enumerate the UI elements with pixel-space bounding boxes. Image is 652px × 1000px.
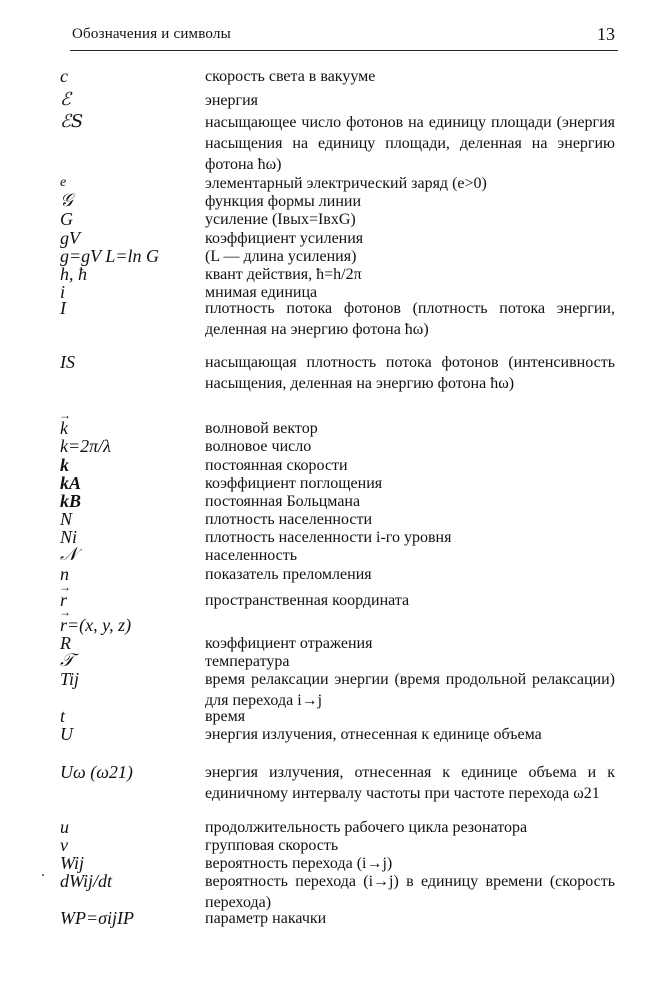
description: функция формы линии bbox=[205, 193, 362, 210]
symbol: I bbox=[60, 298, 66, 318]
symbol: ℰS bbox=[60, 111, 84, 132]
symbol: Wij bbox=[60, 853, 85, 873]
symbol: 𝒢 bbox=[60, 190, 73, 211]
symbol: n bbox=[60, 564, 69, 584]
print-speck bbox=[42, 874, 44, 876]
symbol bbox=[60, 615, 131, 635]
description: групповая скорость bbox=[205, 837, 339, 854]
description: элементарный электрический заряд (e>0) bbox=[205, 175, 487, 192]
running-title: Обозначения и символы bbox=[72, 26, 231, 42]
symbol: dWij/dt bbox=[60, 871, 113, 891]
symbol bbox=[60, 418, 68, 438]
symbol: 𝒩 bbox=[60, 544, 78, 565]
symbol: R bbox=[60, 633, 71, 653]
description: температура bbox=[205, 653, 290, 670]
description: энергия излучения, отнесенная к единице объема bbox=[205, 726, 542, 743]
description: плотность населенности i-го уровня bbox=[205, 529, 452, 546]
description: насыщающая плотность потока фотонов (интенсивность насыщения, деленная на энергию фотона ħω) bbox=[205, 354, 615, 392]
description: коэффициент отражения bbox=[205, 635, 373, 652]
symbol: v bbox=[60, 835, 68, 855]
description: время bbox=[205, 708, 246, 725]
description: параметр накачки bbox=[205, 910, 327, 927]
symbol: k bbox=[60, 455, 69, 475]
description: коэффициент поглощения bbox=[205, 475, 383, 492]
header-rule bbox=[70, 50, 618, 51]
description: показатель преломления bbox=[205, 566, 372, 583]
symbol: k=2π/λ bbox=[60, 436, 111, 456]
symbol: c bbox=[60, 66, 68, 86]
description: энергия излучения, отнесенная к единице объема и к единичному интервалу частоты при частоте перехода ω21 bbox=[205, 764, 615, 802]
symbol: e bbox=[60, 175, 67, 190]
vector-arrow-icon: → r bbox=[60, 590, 67, 610]
description: насыщающее число фотонов на единицу площади (энергия насыщения на единицу площади, деленная на энергию фотона ħω) bbox=[205, 114, 615, 173]
symbol: G bbox=[60, 209, 73, 229]
description: усиление (Iвых=IвхG) bbox=[205, 211, 356, 228]
symbol: gV bbox=[60, 228, 80, 248]
symbol: Uω (ω21) bbox=[60, 762, 133, 782]
description: время релаксации энергии (время продольной релаксации) для перехода i→j bbox=[205, 671, 615, 709]
symbol: kB bbox=[60, 491, 82, 511]
symbol: N bbox=[60, 509, 73, 529]
symbol: 𝒯 bbox=[60, 650, 74, 671]
symbol: Tij bbox=[60, 669, 80, 689]
description: (L — длина усиления) bbox=[205, 248, 357, 265]
symbol: i bbox=[60, 282, 66, 302]
symbol: WP=σijIP bbox=[60, 908, 135, 928]
description: энергия bbox=[205, 92, 259, 109]
symbol: IS bbox=[60, 352, 75, 372]
description: квант действия, ħ=h/2π bbox=[205, 266, 362, 283]
description: вероятность перехода (i→j) в единицу времени (скорость перехода) bbox=[205, 873, 615, 911]
symbol: h, ħ bbox=[60, 264, 87, 284]
description: мнимая единица bbox=[205, 284, 318, 301]
running-header bbox=[72, 24, 617, 50]
description: волновой вектор bbox=[205, 420, 318, 437]
symbol: U bbox=[60, 724, 73, 744]
description: плотность потока фотонов (плотность потока энергии, деленная на энергию фотона ħω) bbox=[205, 300, 615, 338]
description: населенность bbox=[205, 547, 298, 564]
description: плотность населенности bbox=[205, 511, 373, 528]
symbol: t bbox=[60, 706, 66, 726]
symbol: Ni bbox=[60, 527, 78, 547]
vector-arrow-icon: → k bbox=[60, 418, 68, 438]
description: коэффициент усиления bbox=[205, 230, 364, 247]
description: продолжительность рабочего цикла резонатора bbox=[205, 819, 528, 836]
description: вероятность перехода (i→j) bbox=[205, 855, 393, 872]
description: постоянная скорости bbox=[205, 457, 348, 474]
symbol: u bbox=[60, 817, 69, 837]
vector-arrow-icon: → r bbox=[60, 615, 67, 635]
description: волновое число bbox=[205, 438, 312, 455]
description: пространственная координата bbox=[205, 592, 410, 609]
symbol-text: =(x, y, z) bbox=[67, 615, 132, 635]
page-number: 13 bbox=[597, 24, 615, 44]
symbol: kA bbox=[60, 473, 82, 493]
symbol: g=gV L=ln G bbox=[60, 246, 159, 266]
description: скорость света в вакууме bbox=[205, 68, 376, 85]
description: постоянная Больцмана bbox=[205, 493, 361, 510]
symbol: ℰ bbox=[60, 89, 71, 110]
